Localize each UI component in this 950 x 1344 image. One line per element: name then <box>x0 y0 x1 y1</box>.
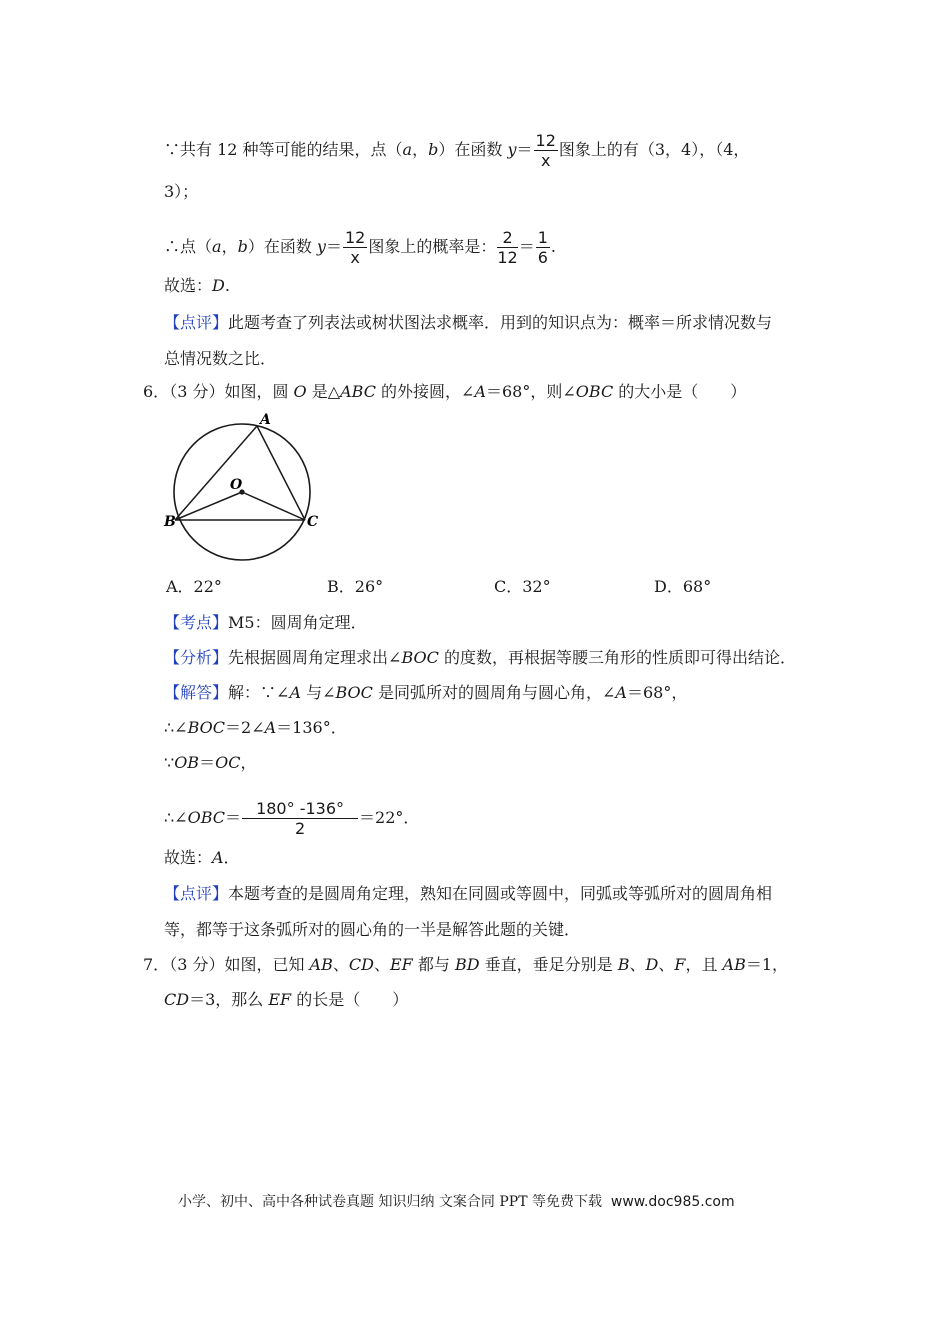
label-A: A <box>260 412 271 428</box>
option-a: A．22° <box>166 577 222 596</box>
segment-OB <box>175 492 242 520</box>
q6-review-line1: 【点评】本题考查的是圆周角定理，熟知在同圆或等圆中，同弧或等弧所对的圆周角相 <box>164 884 773 903</box>
footer-text: 小学、初中、高中各种试卷真题 知识归纳 文案合同 PPT 等免费下载 <box>178 1194 602 1210</box>
q6-stem: 6．（3 分）如图，圆 O 是△ABC 的外接圆，∠A＝68°，则∠OBC 的大小是（ ） <box>143 382 747 401</box>
circle-triangle-figure <box>160 408 330 568</box>
p5-line1: ∵共有 12 种等可能的结果，点（a，b）在函数 y＝ $\frac{12}{x}$ 图象上的有（3，4），（4， <box>164 131 750 170</box>
p5-review-line1: 【点评】此题考查了列表法或树状图法求概率．用到的知识点为：概率＝所求情况数与 <box>164 313 773 332</box>
q6-jieda-line4: ∴∠OBC＝ $\frac{180^\circ -136^\circ}{2}$ ＝22°． <box>164 799 420 838</box>
q6-kaodian: 【考点】M5：圆周角定理． <box>164 613 367 632</box>
q6-jieda-line2: ∴∠BOC＝2∠A＝136°． <box>164 718 347 737</box>
fraction-12-over-x: $\frac{12}{x}$ <box>535 131 556 170</box>
label-O: O <box>230 477 243 493</box>
question-number: 7． <box>143 955 170 974</box>
option-c: C．32° <box>494 577 551 596</box>
fenxi-tag: 【分析】 <box>164 648 229 667</box>
p5-review-line2: 总情况数之比． <box>164 349 277 368</box>
q6-jieda-line3: ∵OB＝OC， <box>164 753 257 772</box>
kaodian-tag: 【考点】 <box>164 613 229 632</box>
segment-OC <box>242 492 305 520</box>
q7-stem-line2: CD＝3，那么 EF 的长是（ ） <box>164 990 409 1009</box>
p5-line3: ∴点（a，b）在函数 y＝ $\frac{12}{x}$ 图象上的概率是： $\frac{2}{12}$ ＝ $\frac{1}{6}$ . <box>164 228 557 267</box>
side-AB <box>175 426 257 520</box>
q6-review-line2: 等，都等于这条弧所对的圆心角的一半是解答此题的关键． <box>164 920 581 939</box>
page-footer <box>178 1191 735 1211</box>
p5-answer: 故选：D. <box>164 276 230 295</box>
jieda-tag: 【解答】 <box>164 683 229 702</box>
fraction-1-over-6: $\frac{1}{6}$ <box>537 228 548 267</box>
review-tag: 【点评】 <box>164 884 229 903</box>
fraction-2-over-12: $\frac{2}{12}$ <box>497 228 518 267</box>
q6-answer: 故选：A． <box>164 848 240 867</box>
label-C: C <box>307 514 319 530</box>
q6-fenxi: 【分析】先根据圆周角定理求出∠BOC 的度数，再根据等腰三角形的性质即可得出结论． <box>164 648 796 667</box>
fraction-12-over-x: $\frac{12}{x}$ <box>344 228 366 267</box>
fraction-angle-difference: $\frac{180^\circ -136^\circ}{2}$ <box>242 799 358 838</box>
q6-jieda-line1: 【解答】解：∵∠A 与∠BOC 是同弧所对的圆周角与圆心角，∠A＝68°， <box>164 683 688 702</box>
review-tag: 【点评】 <box>164 313 229 332</box>
p5-line2: 3）； <box>164 182 199 201</box>
option-d: D．68° <box>654 577 712 596</box>
option-b: B．26° <box>327 577 384 596</box>
side-AC <box>257 426 305 520</box>
q7-stem-line1: 7．（3 分）如图，已知 AB、CD、EF 都与 BD 垂直，垂足分别是 B、D、F，且 AB＝1， <box>143 955 789 974</box>
question-number: 6． <box>143 382 170 401</box>
label-B: B <box>164 514 176 530</box>
footer-url[interactable]: www.doc985.com <box>610 1194 735 1210</box>
